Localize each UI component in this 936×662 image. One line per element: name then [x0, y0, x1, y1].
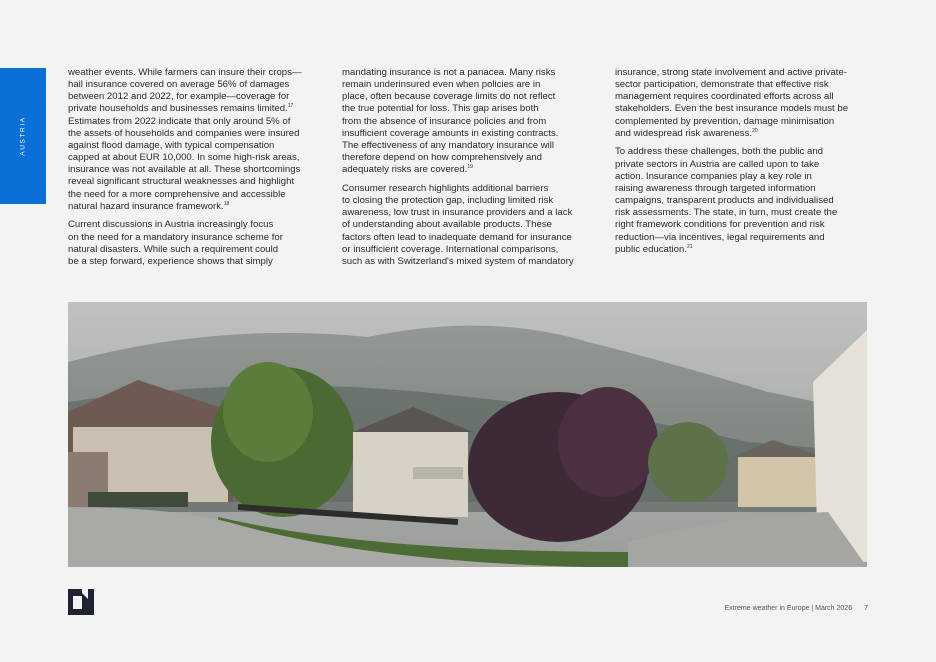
line-text: right framework conditions for prevention and risk [615, 219, 825, 231]
line-text: be a step forward, experience shows that simply [68, 255, 273, 267]
text-line [68, 176, 333, 188]
text-line [615, 244, 880, 256]
text-line [68, 219, 333, 231]
page-footer [725, 605, 868, 612]
line-text: natural hazard insurance framework. [68, 200, 224, 212]
text-line [68, 67, 333, 79]
text-line [342, 79, 607, 91]
text-line [342, 164, 607, 176]
line-text: public education. [615, 243, 688, 255]
text-line [342, 140, 607, 152]
text-line [68, 189, 333, 201]
text-line [615, 195, 880, 207]
text-line [68, 91, 333, 103]
line-text: campaigns, transparent products and individualised [615, 195, 834, 207]
text-line [68, 164, 333, 176]
text-line [68, 232, 333, 244]
line-text: between 2012 and 2022, for example—coverage for [68, 91, 290, 103]
line-text: on the need for a mandatory insurance scheme for [68, 231, 283, 243]
text-line [68, 116, 333, 128]
rainy-village-photo [68, 302, 867, 567]
text-line [342, 128, 607, 140]
footnote-ref[interactable]: 21 [687, 243, 693, 250]
text-line [68, 152, 333, 164]
line-text: stakeholders. Even the best insurance models must be [615, 103, 849, 115]
text-line [342, 232, 607, 244]
line-text: insurance, strong state involvement and active private- [615, 67, 847, 78]
line-text: or insufficient coverage. International comparisons, [342, 243, 559, 255]
text-line [68, 79, 333, 91]
line-text: insufficient coverage amounts in existing contracts. [342, 127, 559, 139]
text-line [615, 171, 880, 183]
line-text: private sectors in Austria are called upon to take [615, 158, 820, 170]
text-line [342, 256, 607, 268]
text-column-3 [615, 67, 880, 262]
line-text: mandating insurance is not a panacea. Many risks [342, 67, 556, 78]
paragraph [615, 146, 880, 255]
line-text: Estimates from 2022 indicate that only around 5% of [68, 115, 291, 127]
text-line [615, 232, 880, 244]
line-text: place, often because coverage limits do not reflect [342, 91, 556, 103]
text-line [68, 244, 333, 256]
line-text: factors often lead to inadequate demand for insurance [342, 231, 572, 243]
text-line [342, 152, 607, 164]
footnote-ref[interactable]: 17 [287, 103, 294, 110]
paragraph [68, 67, 333, 213]
text-line [342, 91, 607, 103]
company-logo [68, 589, 94, 615]
line-text: management requires coordinated efforts across all [615, 91, 834, 103]
line-text: of understanding about available products. These [342, 219, 552, 231]
footnote-ref[interactable]: 20 [752, 127, 758, 134]
line-text: from the absence of insurance policies and from [342, 115, 547, 127]
line-text: raising awareness through targeted information [615, 182, 816, 194]
text-line [68, 128, 333, 140]
text-line [615, 67, 880, 79]
text-line [615, 79, 880, 91]
paragraph [615, 67, 880, 140]
text-line [68, 256, 333, 268]
line-text: weather events. While farmers can insure their crops— [68, 67, 302, 78]
line-text: and widespread risk awareness. [615, 127, 753, 139]
line-text: private households and businesses remains limited. [68, 103, 288, 115]
section-tab-label: AUSTRIA [19, 116, 27, 156]
text-line [68, 201, 333, 213]
text-line [615, 103, 880, 115]
line-text: Consumer research highlights additional barriers [342, 182, 549, 194]
line-text: action. Insurance companies play a key role in [615, 170, 812, 182]
text-line [342, 207, 607, 219]
text-line [342, 103, 607, 115]
text-column-1 [68, 67, 333, 275]
text-column-2 [342, 67, 607, 275]
text-line [342, 195, 607, 207]
text-line [615, 146, 880, 158]
line-text: risk assessments. The state, in turn, must create the [615, 207, 838, 219]
line-text: the need for a more comprehensive and accessible [68, 188, 286, 200]
line-text: awareness, low trust in insurance providers and a lack [342, 207, 573, 219]
text-line [68, 140, 333, 152]
text-line [615, 116, 880, 128]
line-text: reduction—via incentives, legal requirements and [615, 231, 825, 243]
paragraph [342, 67, 607, 176]
line-text: adequately risks are covered. [342, 164, 468, 176]
line-text: reveal significant structural weaknesses and highlight [68, 176, 295, 188]
line-text: the true potential for loss. This gap arises both [342, 103, 539, 115]
line-text: such as with Switzerland's mixed system of mandatory [342, 255, 574, 267]
line-text: The effectiveness of any mandatory insurance will [342, 139, 555, 151]
line-text: insurance was not available at all. These shortcomings [68, 164, 301, 176]
text-line [615, 219, 880, 231]
line-text: complemented by prevention, damage minimisation [615, 115, 835, 127]
paragraph [342, 183, 607, 268]
line-text: to closing the protection gap, including limited risk [342, 195, 554, 207]
line-text: hail insurance covered on average 56% of damages [68, 79, 290, 91]
section-tab [0, 68, 46, 204]
text-line [342, 183, 607, 195]
footnote-ref[interactable]: 19 [467, 164, 473, 171]
line-text: therefore depend on how comprehensively and [342, 152, 543, 164]
line-text: capped at about EUR 10,000. In some high-risk areas, [68, 152, 300, 164]
text-line [342, 116, 607, 128]
text-line [615, 91, 880, 103]
text-line [342, 244, 607, 256]
line-text: the assets of households and companies were insured [68, 127, 300, 139]
text-line [615, 159, 880, 171]
line-text: remain underinsured even when policies are in [342, 79, 541, 91]
text-line [342, 219, 607, 231]
text-line [615, 183, 880, 195]
paragraph [68, 219, 333, 268]
text-line [615, 207, 880, 219]
text-line [342, 67, 607, 79]
footer-title: Extreme weather in Europe | March 2026 [724, 605, 853, 612]
line-text: natural disasters. While such a requirement could [68, 243, 279, 255]
line-text: against flood damage, with typical compensation [68, 139, 275, 151]
line-text: sector participation, demonstrate that effective risk [615, 79, 829, 91]
line-text: To address these challenges, both the public and [615, 146, 824, 158]
footnote-ref[interactable]: 18 [223, 200, 230, 207]
text-line [68, 103, 333, 115]
text-line [615, 128, 880, 140]
line-text: Current discussions in Austria increasingly focus [68, 219, 274, 231]
page-number: 7 [864, 605, 868, 612]
